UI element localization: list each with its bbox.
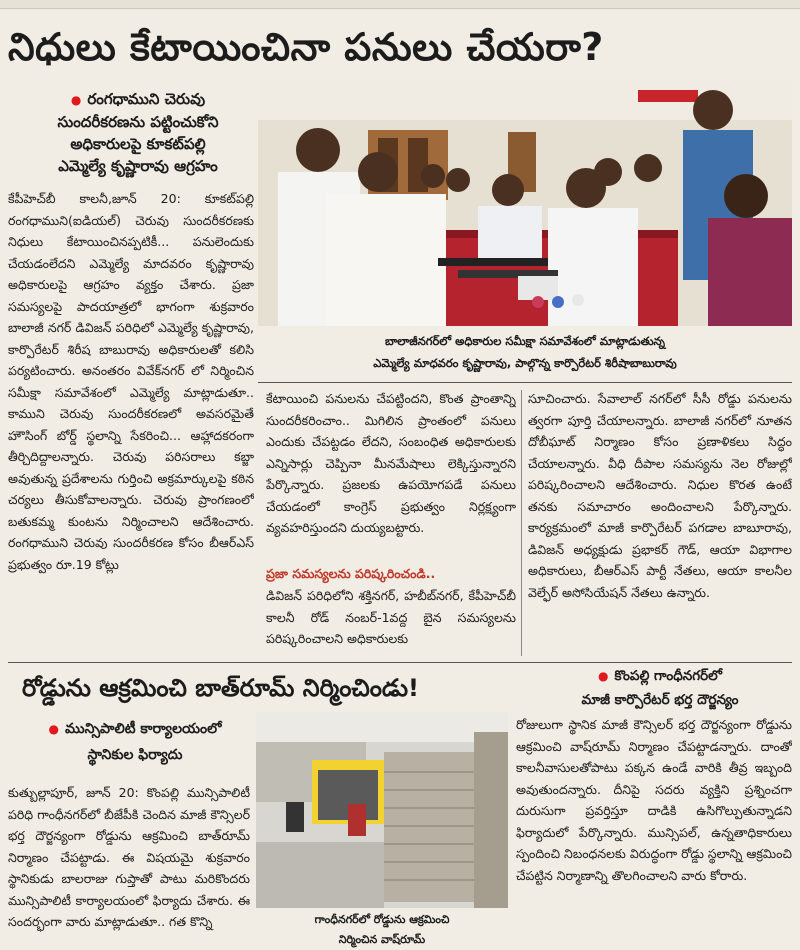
deck-line: అధికారులపై కూకట్‌పల్లి bbox=[70, 135, 206, 153]
deck-line: రంగధాముని చెరువు bbox=[87, 90, 206, 108]
story2-column-2: రోజులుగా స్థానిక మాజీ కౌన్సిలర్ భర్త దౌర్జన్యంగా రోడ్డును ఆక్రమించి వాష్‌రూమ్ నిర్మాణం చేపట్టాడన్నారు. దాంతో కాలనీవాసులతోపాటు పక్కన ఉండే వారికి తీవ్ర ఇబ్బంది అవుతుందన్నారు. దీనిపై సదరు వ్యక్తిని ప్రశ్నించగా దురుసుగా ప్రవర్తిస్తూ దాడికి ఉసిగొల్పుతున్నాడని ఫిర్యాదులో పేర్కొన్నారు. మున్సిపల్, ఉన్నతాధికారులు స్పందించి నిబంధనలకు విరుద్ధంగా రోడ్డు స్థలాన్ని ఆక్రమించి చేపట్టిన నిర్మాణాన్ని తొలగించాలని వారు కోరారు. bbox=[516, 717, 792, 883]
bullet-icon: ● bbox=[70, 93, 82, 107]
top-strip bbox=[0, 0, 800, 9]
deck-line: మాజీ కార్పొరేటర్ భర్త దౌర్జన్యం bbox=[581, 692, 739, 708]
deck-line: ఎమ్మెల్యే కృష్ణారావు ఆగ్రహం bbox=[58, 157, 218, 175]
washroom-photo-illustration bbox=[256, 712, 508, 908]
story1-deck bbox=[22, 88, 254, 177]
caption-line: గాంధీనగర్‌లో రోడ్డును ఆక్రమించి bbox=[314, 913, 450, 926]
column-rule bbox=[521, 390, 522, 656]
story2-left-deck bbox=[22, 716, 248, 768]
story2-column-1: కుత్బుల్లాపూర్, జూన్ 20: కొంపల్లి మున్సిపాలిటీ పరిధి గాంధీనగర్‌లో బీజేపీకి చెందిన మాజీ కౌన్సిలర్ భర్త దౌర్జన్యంగా రోడ్డును ఆక్రమించి బాత్‌రూమ్ నిర్మాణం చేపట్టాడు. ఈ విషయమై శుక్రవారం స్థానికుడు బాలరాజు గుప్తాతో పాటు మరికొందరు మున్సిపాలిటీ కార్యాలయంలో ఫిర్యాదు చేశారు. ఈ సందర్భంగా వారు మాట్లాడుతూ.. గత కొన్ని bbox=[8, 785, 250, 929]
caption-line: బాలాజీనగర్‌లో అధికారుల సమీక్షా సమావేశంలో మాట్లాడుతున్న bbox=[384, 334, 666, 348]
deck-line: కొంపల్లి గాంధీనగర్‌లో bbox=[614, 668, 722, 684]
story2-headline: రోడ్డును ఆక్రమించి బాత్‌రూమ్ నిర్మించిండు! bbox=[22, 674, 419, 702]
deck-line: మున్సిపాలిటీ కార్యాలయంలో bbox=[64, 721, 222, 737]
deck-line: సుందరీకరణను పట్టించుకోని bbox=[57, 113, 219, 131]
bullet-icon: ● bbox=[598, 669, 609, 683]
washroom-photo bbox=[256, 712, 508, 908]
story1-column-1: కేపీహెచ్‌బీ కాలనీ,జూన్ 20: కూకట్‌పల్లి రంగధాముని(ఐడియల్) చెరువు సుందరీకరణకు నిధులు కేటాయించినప్పటికీ... పనులెందుకు చేయడంలేదని ఎమ్మెల్యే మాదవరం కృష్ణారావు అధికారులపై ఆగ్రహం వ్యక్తం చేశారు. ప్రజా సమస్యలపై పాదయాత్రలో భాగంగా శుక్రవారం బాలాజీ నగర్ డివిజన్ పరిధిలో ఎమ్మెల్యే కృష్ణారావు, కార్పొరేటర్ శిరీష బాబురావు అధికారులతో కలిసి పర్యటించారు. అనంతరం వివేక్‌నగర్ లో నిర్మించిన సమీక్షా సమావేశంలో ఎమ్మెల్యే మాట్లాడుతూ.. కాముని చెరువు సుందరీకరణలో అవసరమైతే హౌసింగ్ బోర్డ్ స్థలాన్ని సేకరించి... ఆహ్లాదకరంగా తీర్చిదిద్దాలన్నారు. చెరువు పరిసరాలు కబ్జా అవుతున్న ప్రదేశాలను గుర్తించి అక్రమార్కులపై కఠిన చర్యలు తీసుకోవాలన్నారు. చెరువు ప్రాంగణంలో బతుకమ్మ కుంటను నిర్మించాలని ఆదేశించారు. రంగధాముని చెరువు సుందరీకరణ కోసం బీఆర్ఎస్ ప్రభుత్వం రూ.19 కోట్లు bbox=[8, 191, 254, 572]
bullet-icon: ● bbox=[48, 722, 59, 736]
meeting-photo-caption bbox=[258, 330, 792, 374]
story1-column-2a: కేటాయించి పనులను చేపట్టిందని, కొంత ప్రాంతాన్ని సుందరీకరించాం.. మిగిలిన ప్రాంతంలో పనులు ఎందుకు చేపట్టడం లేదని, సంబంధిత అధికారులకు ఎన్నిసార్లు చెప్పినా మీనమేషాలు లెక్కిస్తున్నారని పేర్కొన్నారు. ప్రజలకు ఉపయోగపడే పనులు చేయడంలో కాంగ్రెస్ ప్రభుత్వం నిర్లక్ష్యంగా వ్యవహరిస్తుందని దుయ్యబట్టారు. bbox=[266, 391, 516, 535]
meeting-photo bbox=[258, 80, 792, 326]
meeting-photo-illustration bbox=[258, 80, 792, 326]
caption-line: నిర్మించిన వాష్‌రూమ్ bbox=[338, 933, 426, 946]
story1-column-2 bbox=[266, 388, 516, 660]
story2-right-deck bbox=[528, 664, 792, 712]
divider bbox=[8, 662, 792, 663]
deck-line: స్థానికుల ఫిర్యాదు bbox=[87, 747, 183, 763]
page-headline: నిధులు కేటాయించినా పనులు చేయరా? bbox=[8, 25, 604, 69]
story1-subhead: ప్రజా సమస్యలను పరిష్కరించండి.. bbox=[266, 566, 436, 581]
washroom-photo-caption bbox=[256, 910, 508, 950]
story1-column-3: సూచించారు. సేవాలాల్ నగర్‌లో సీసీ రోడ్డు పనులను త్వరగా పూర్తి చేయాలన్నారు. బాలాజీ నగర్‌లో నూతన దోబీఘాట్ నిర్మాణం కోసం ప్రణాళికలు సిద్ధం చేయాలన్నారు. వీధి దీపాల సమస్యను నెల రోజుల్లో పరిష్కరించాలని ఆదేశించారు. నిధుల కొరత ఉంటే తనకు సమాచారం అందించాలని పేర్కొన్నారు. కార్యక్రమంలో మాజీ కార్పొరేటర్ పగడాల బాబూరావు, డివిజన్ అధ్యక్షుడు ప్రభాకర్ గౌడ్, ఆయా విభాగాల అధికారులు, బీఆర్ఎస్ పార్టీ నేతలు, ఆయా కాలనీల వెల్ఫేర్ అసోసియేషన్ నేతలు ఉన్నారు. bbox=[528, 391, 792, 600]
divider bbox=[258, 382, 792, 383]
caption-line: ఎమ్మెల్యే మాధవరం కృష్ణారావు, పాల్గొన్న కార్పొరేటర్ శిరీషాబాబురావు bbox=[373, 356, 677, 370]
story1-column-2b: డివిజన్ పరిధిలోని శక్తినగర్, హబీబ్‌నగర్, కేపీహెచ్‌బీ కాలనీ రోడ్ నంబర్-1వద్ద బైన సమస్యలను పరిష్కరించాలని అధికారులకు bbox=[266, 588, 516, 646]
